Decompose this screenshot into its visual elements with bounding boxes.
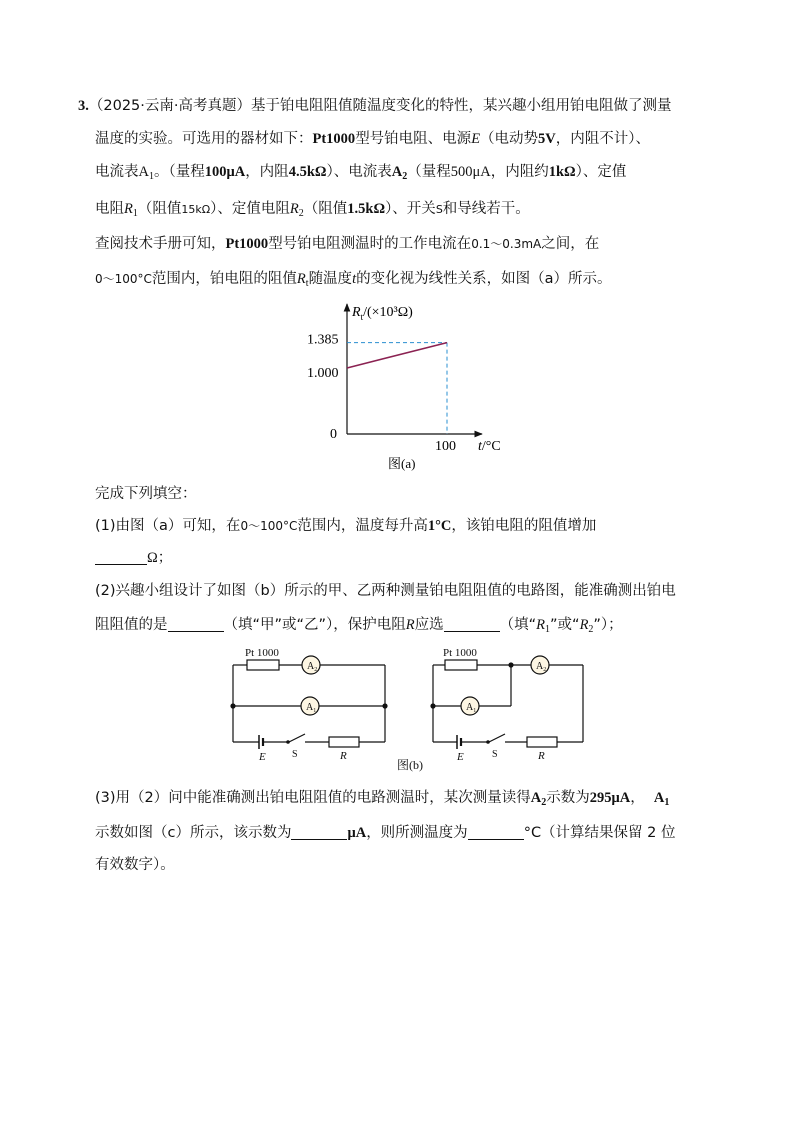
q3-val: 295μA [589,790,631,806]
a1-range: 100μA [204,164,246,180]
r2-val: 1.5kΩ [347,201,386,217]
a1-letter: A [138,164,149,180]
r-label-left: R [340,750,347,762]
q3-f: °C（计算结果保留 2 位 [523,825,676,841]
q3-answer-blank-1[interactable] [291,825,347,840]
rt-letter: R [296,271,306,287]
a2-letter: A [391,164,403,180]
a1-range-open: 。（量程 [153,164,205,180]
a2-range: 500μA [450,164,491,180]
manual-a: 查阅技术手册可知， [95,236,226,252]
emf-symbol: E [471,131,481,147]
q2-line-1 [95,580,676,602]
r-resistor [329,737,359,747]
q1-range: 0～100°C [240,519,298,533]
manual-b: 型号铂电阻测温时的工作电流在 [268,236,472,252]
q3-a1-sub: 1 [664,797,670,808]
r1-tail: ）、定值电阻 [210,201,290,217]
r2-tail: ）、开关 [385,201,436,217]
r-line-a: 电阻 [95,201,124,217]
manual-line-1 [95,233,599,255]
emf-tail: ，内阻不计）、 [555,131,651,147]
ammeter1-label: 电流表 [95,164,139,180]
q2-answer-blank-1[interactable] [168,617,224,632]
q1-b: 范围内，温度每升高 [297,518,428,534]
q1-answer-blank[interactable] [95,550,147,565]
a2-tail: ）、定值 [575,164,627,180]
pt1000-resistor [247,660,279,670]
manual-d: 范围内，铂电阻的阻值 [151,271,297,287]
complete-text: 完成下列填空： [95,486,197,502]
question-line-1 [78,95,672,117]
q2-d: 应选 [414,617,444,633]
q3-b: 示数为 [546,790,590,806]
figure-b-caption: 图(b) [397,758,423,772]
switch-s: S [435,203,443,216]
q3-line-3 [95,854,175,876]
e-label-right: E [457,751,464,763]
q3-a2: A [530,790,542,806]
a2-res-label: ，内阻约 [490,164,549,180]
q1-deg: 1°C [427,518,452,534]
q1-unit: Ω； [147,550,173,566]
question-line-3 [95,161,626,188]
a1-sub: 1 [148,171,154,182]
q1-answer-line [95,547,172,569]
q1-c: ，该铂电阻的阻值增加 [451,518,597,534]
emf-text: （电动势 [480,131,539,147]
a2-sub: 2 [402,171,408,182]
q2-answer-blank-2[interactable] [444,617,500,632]
r2-sub: 2 [298,208,304,219]
t-letter: t [352,271,357,287]
a2-right-label: $A_2$ [536,661,547,673]
s-label-left: S [292,749,298,760]
q3-unit: μA [347,825,367,841]
q3-a1: A [653,790,665,806]
pt1000-resistor-2 [445,660,477,670]
q3-e: ，则所测温度为 [366,825,468,841]
manual-range: 0.1～0.3mA [471,237,542,251]
circuit-right [433,660,583,749]
figure-a-caption: 图(a) [388,456,416,471]
q2-a: (2)兴趣小组设计了如图（b）所示的甲、乙两种测量铂电阻阻值的电路图，能准确测出铂电 [95,583,676,599]
q3-a: (3)用（2）问中能准确测出铂电阻阻值的电路测温时，某次测量读得 [95,790,531,806]
q2-r2-letter: R [579,617,589,633]
q3-line-1 [95,787,669,814]
question-line-2 [95,128,650,150]
q3-c: ， [630,790,645,806]
pt1000-label-right: Pt 1000 [443,647,477,659]
emf-value: 5V [538,131,556,147]
r1-letter: R [124,201,133,217]
s-label-right: S [492,749,498,760]
r1-val-open: （阻值 [137,201,182,217]
a1-res-label: ，内阻 [245,164,289,180]
q3-d: 示数如图（c）所示，该示数为 [95,825,292,841]
q3-g: 有效数字）。 [95,857,175,873]
r2-val-open: （阻值 [303,201,348,217]
q2-line-2 [95,614,623,641]
manual-c: 之间，在 [541,236,600,252]
question-line-4 [95,198,530,225]
y-tick-label: 1.385 [307,332,339,348]
a1-left-label: $A_1$ [306,702,317,714]
a2-range-open: （量程 [407,164,451,180]
pt1000-label-left: Pt 1000 [245,647,279,659]
e-label-left: E [259,751,266,763]
r-label-right: R [538,750,545,762]
pt-desc: 型号铂电阻、电源 [355,131,472,147]
question-source: （2025·云南·高考真题） [88,98,251,114]
q1-line [95,515,596,537]
q2-g: ”）； [593,617,623,633]
x-tick-label: 100 [435,439,456,454]
a1-res: 4.5kΩ [288,164,327,180]
y-axis-label: $R_t/(\times 10^3\Omega)$ [352,305,413,322]
intro-text-2: 温度的实验。可选用的器材如下： [95,131,313,147]
q3-answer-blank-2[interactable] [468,825,524,840]
r-resistor-2 [527,737,557,747]
x-axis-label: t/°C [478,439,501,454]
question-number: 3. [78,98,89,114]
r1-sub: 1 [132,208,138,219]
a1-tail: ）、电流表 [326,164,392,180]
r1-val: 15kΩ [181,203,211,216]
a2-res: 1kΩ [548,164,576,180]
pt1000-label: Pt1000 [312,131,356,147]
q3-line-2 [95,822,676,844]
y-tick-label: 1.000 [307,366,339,381]
complete-heading [95,483,197,505]
figure-b-circuits [225,645,595,775]
manual-e: 随温度 [308,271,353,287]
temp-range: 0～100°C [95,272,152,286]
figure-a-chart [290,298,530,478]
a1-right-label: $A_1$ [466,702,477,714]
q2-b: 阻阻值的是 [95,617,168,633]
manual-f: 的变化视为线性关系，如图（a）所示。 [356,271,612,287]
q2-r2-sub: 2 [588,624,594,635]
rt-sub: t [305,278,309,289]
intro-text: 基于铂电阻阻值随温度变化的特性，某兴趣小组用铂电阻做了测量 [251,98,672,114]
q1-a: (1)由图（a）可知，在 [95,518,241,534]
q2-r: R [405,617,415,633]
q2-r1-sub: 1 [545,624,551,635]
origin-label: 0 [330,427,337,442]
q3-a2-sub: 2 [541,797,547,808]
q2-f: ”或“ [550,617,580,633]
series-line-rt [347,343,447,368]
q2-c: （填“甲”或“乙”），保护电阻 [223,617,406,633]
r2-letter: R [289,201,299,217]
manual-pt: Pt1000 [225,236,269,252]
a2-left-label: $A_2$ [307,661,318,673]
manual-line-2 [95,268,611,295]
q2-r1-letter: R [536,617,546,633]
r-line-end: 和导线若干。 [442,201,530,217]
q2-e: （填“ [499,617,537,633]
